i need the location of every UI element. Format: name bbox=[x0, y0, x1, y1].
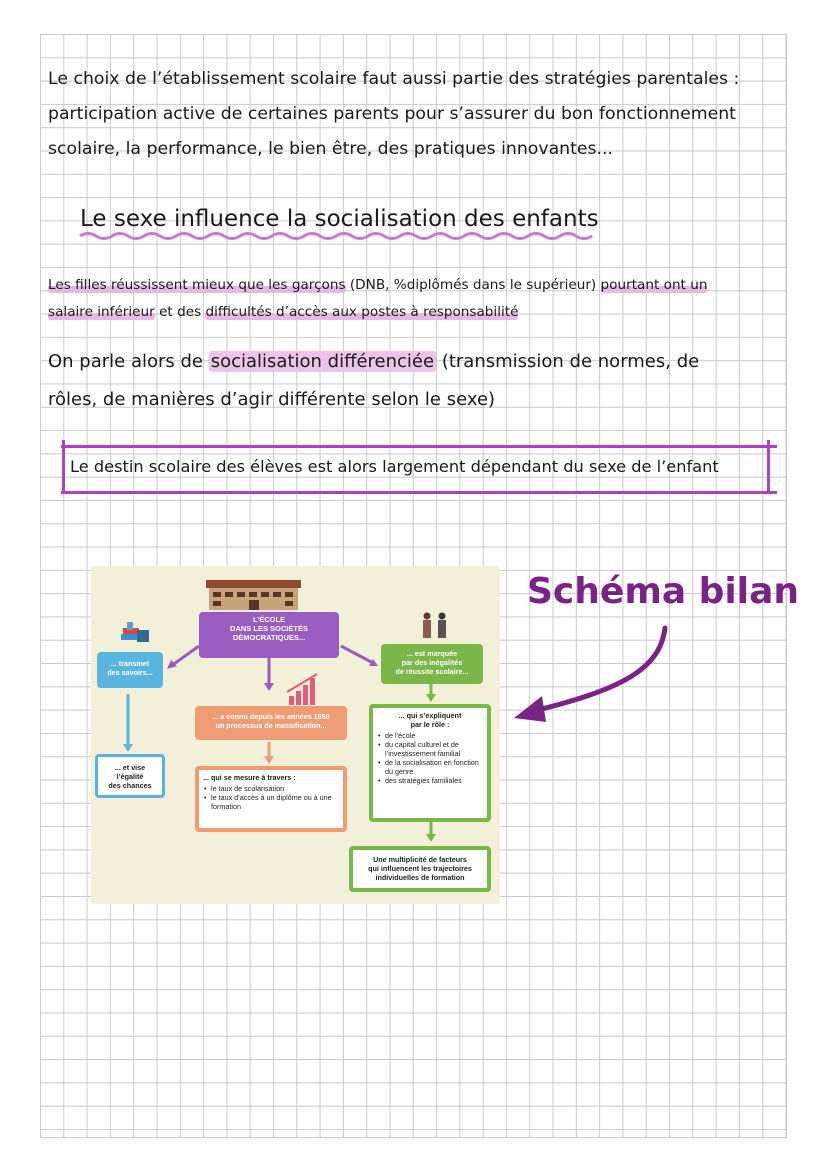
socialisation-suffix: (transmission de normes, de bbox=[436, 351, 700, 372]
intro-line-2: participation active de certaines parents pour s’assurer du bon fonctionnement bbox=[48, 104, 736, 124]
intro-paragraph bbox=[48, 62, 783, 167]
heading-underline bbox=[78, 230, 594, 242]
node-expliquent-item-3: • de la socialisation en fonction du genre bbox=[385, 758, 483, 776]
filles-highlight-4: salaire inférieur bbox=[48, 304, 155, 320]
node-mesure bbox=[195, 766, 347, 832]
node-center: L’ÉCOLE DANS LES SOCIÉTÉS DÉMOCRATIQUES... bbox=[199, 612, 339, 658]
schema-title: Schéma bilan bbox=[527, 571, 800, 612]
conclusion-text: Le destin scolaire des élèves est alors largement dépendant du sexe de l’enfant bbox=[70, 457, 719, 476]
books-icon bbox=[121, 622, 149, 642]
schema-diagram bbox=[91, 566, 500, 904]
node-expliquent-title: ... qui s’expliquent par le rôle : bbox=[398, 711, 462, 729]
node-mesure-item-1: • le taux de scolarisation bbox=[211, 784, 339, 793]
node-multiplicite: Une multiplicité de facteurs qui influencent les trajectoires individuelles de formation bbox=[349, 846, 491, 892]
socialisation-paragraph bbox=[48, 343, 748, 419]
node-inegalites: ... est marquée par des inégalités de réussite scolaire... bbox=[381, 644, 483, 684]
node-mesure-title: ... qui se mesure à travers : bbox=[203, 773, 296, 782]
section-heading-text: Le sexe influence la socialisation des enfants bbox=[80, 206, 599, 232]
filles-part-2: (DNB, %diplômés dans le supérieur) bbox=[345, 277, 601, 293]
filles-highlight-3: pourtant ont un bbox=[600, 277, 708, 293]
intro-line-3: scolaire, la performance, le bien être, des pratiques innovantes... bbox=[48, 139, 614, 159]
filles-part-5: et des bbox=[154, 304, 206, 320]
growth-chart-icon bbox=[287, 674, 317, 705]
node-massification: ... a connu depuis les années 1950 un processus de massification... bbox=[195, 706, 347, 740]
node-expliquent-item-2: • du capital culturel et de l’investissement familial bbox=[385, 740, 483, 758]
node-vise: ... et vise l’égalité des chances bbox=[95, 754, 165, 798]
filles-highlight-1: Les filles réussissent mieux que les garçons bbox=[48, 277, 346, 293]
node-expliquent-item-4: • des stratégies familiales bbox=[385, 776, 483, 785]
socialisation-prefix: On parle alors de bbox=[48, 351, 209, 372]
filles-highlight-6: difficultés d’accès aux postes à responsabilité bbox=[205, 304, 519, 320]
node-expliquent bbox=[369, 704, 491, 822]
node-expliquent-item-1: • de l’école bbox=[385, 731, 483, 740]
filles-paragraph bbox=[48, 272, 770, 326]
socialisation-line-2: rôles, de manières d’agir différente selon le sexe) bbox=[48, 389, 496, 410]
school-building-icon bbox=[206, 580, 301, 610]
section-heading bbox=[80, 203, 599, 235]
socialisation-term: socialisation différenciée bbox=[210, 351, 435, 372]
node-transmet: ... transmet des savoirs... bbox=[97, 652, 163, 688]
pointer-arrow-icon bbox=[500, 620, 680, 730]
intro-line-1: Le choix de l’établissement scolaire faut aussi partie des stratégies parentales : bbox=[48, 69, 740, 89]
people-icon bbox=[423, 613, 446, 639]
node-mesure-item-2: • le taux d’accès à un diplôme ou à une formation bbox=[211, 793, 339, 811]
